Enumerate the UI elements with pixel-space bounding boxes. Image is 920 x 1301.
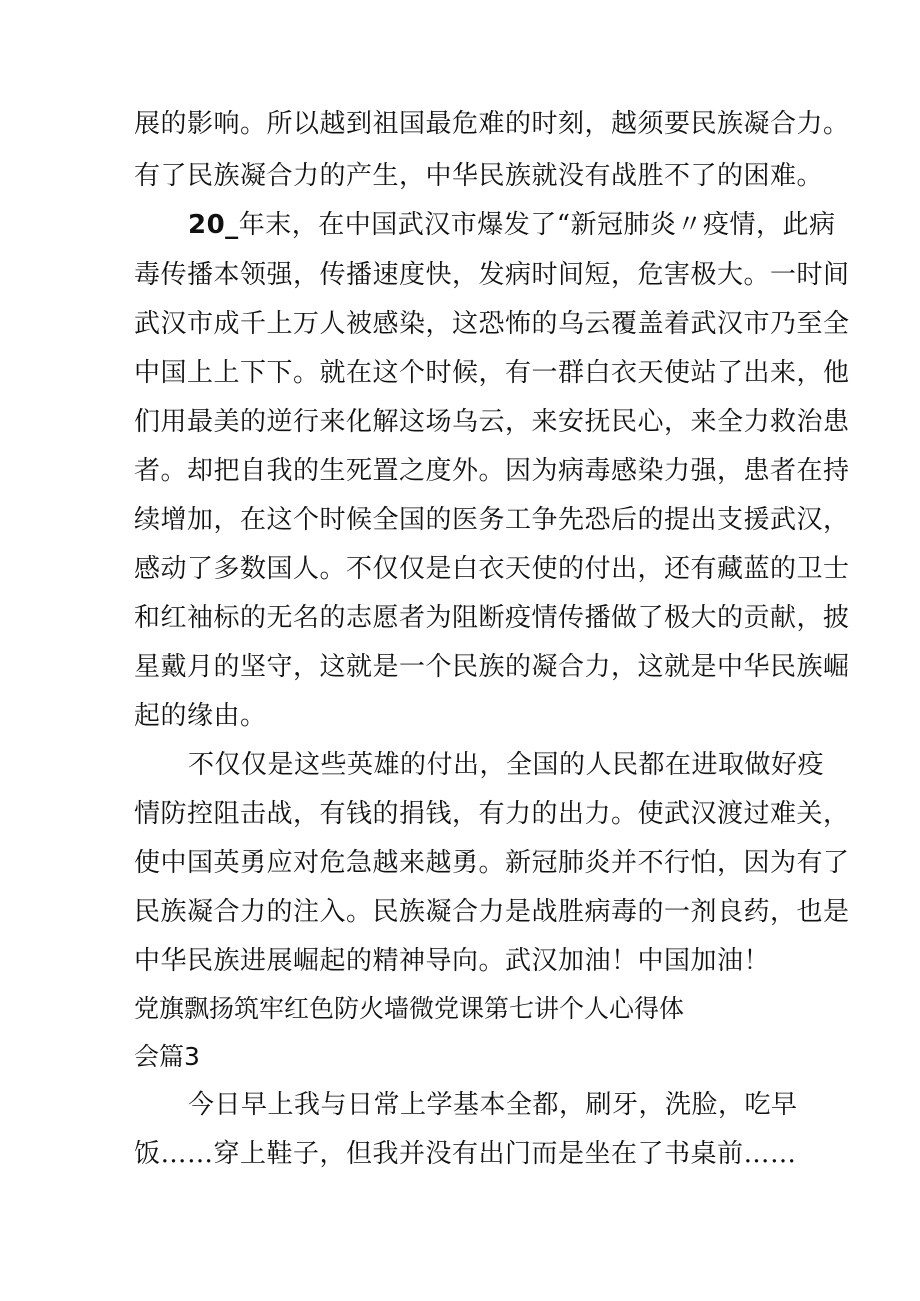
text-line: 星戴月的坚守，这就是一个民族的凝合力，这就是中华民族崛 (134, 652, 850, 682)
text-line: 毒传播本领强，传播速度快，发病时间短，危害极大。一时间 (134, 260, 850, 290)
text-line: 民族凝合力的注入。民族凝合力是战胜病毒的一剂良药，也是 (134, 897, 850, 927)
text-line: 感动了多数国人。不仅仅是白衣天使的付出，还有藏蓝的卫士 (134, 554, 850, 584)
text-line: 续增加，在这个时候全国的医务工争先恐后的提出支援武汉， (134, 505, 850, 535)
text-line: 者。却把自我的生死置之度外。因为病毒感染力强，患者在持 (134, 456, 850, 486)
text-line: 中华民族进展崛起的精神导向。武汉加油！中国加油！ (134, 946, 771, 976)
text-line: 使中国英勇应对危急越来越勇。新冠肺炎并不行怕，因为有了 (134, 848, 850, 878)
text-line: 不仅仅是这些英雄的付出，全国的人民都在进取做好疫 (188, 750, 825, 780)
section-heading: 会篇3 (134, 1042, 200, 1071)
text-line (188, 208, 836, 242)
text-line: 和红袖标的无名的志愿者为阻断疫情传播做了极大的贡献，披 (134, 603, 850, 633)
text-line: 武汉市成千上万人被感染，这恐怖的乌云覆盖着武汉市乃至全 (134, 309, 850, 339)
text-line: 们用最美的逆行来化解这场乌云，来安抚民心，来全力救治患 (134, 407, 850, 437)
text-line: 有了民族凝合力的产生，中华民族就没有战胜不了的困难。 (134, 161, 824, 191)
text-line: 今日早上我与日常上学基本全都，刷牙，洗脸，吃早 (188, 1090, 798, 1120)
text-line: 饭……穿上鞋子，但我并没有出门而是坐在了书桌前…… (134, 1139, 797, 1169)
text-line: 起的缘由。 (134, 701, 267, 731)
text-line: 情防控阻击战，有钱的捐钱，有力的出力。使武汉渡过难关， (134, 799, 850, 829)
text-line: 展的影响。所以越到祖国最危难的时刻，越须要民族凝合力。 (134, 109, 850, 139)
text-segment: 年末，在中国武汉市爆发了“新冠肺炎〃疫情，此病 (238, 210, 836, 240)
year-text: 20_ (188, 210, 239, 240)
text-line: 中国上上下下。就在这个时候，有一群白衣天使站了出来，他 (134, 358, 850, 388)
section-heading: 党旗飘扬筑牢红色防火墙微党课第七讲个人心得体 (134, 994, 685, 1023)
